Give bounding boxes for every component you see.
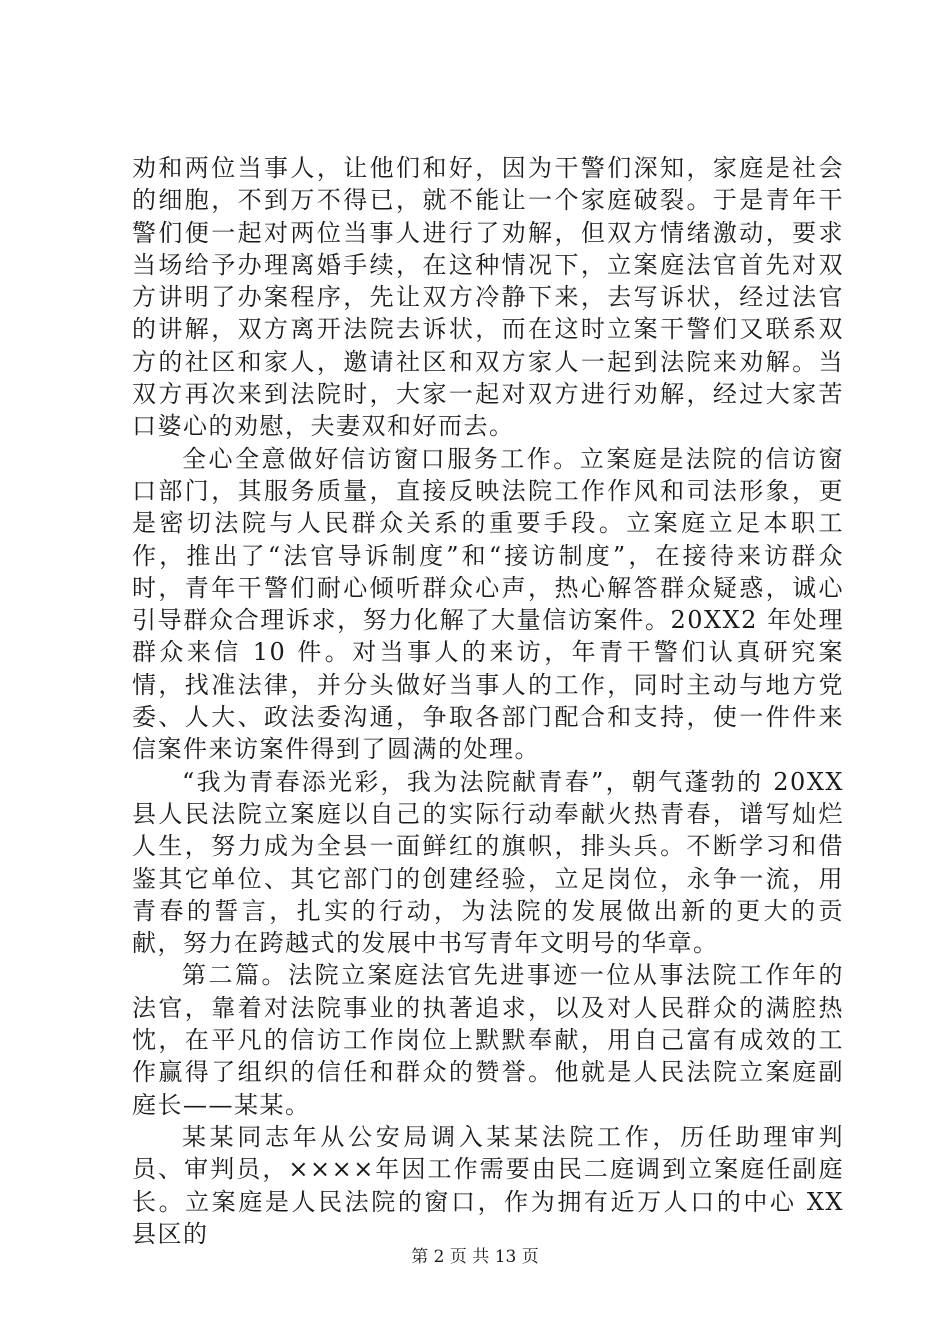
paragraph-5: 某某同志年从公安局调入某某法院工作，历任助理审判员、审判员，××××年因工作需要由民二庭调到立案庭任副庭长。立案庭是人民法院的窗口，作为拥有近万人口的中心 XX 县区的 bbox=[132, 1122, 844, 1248]
paragraph-2: 全心全意做好信访窗口服务工作。立案庭是法院的信访窗口部门，其服务质量，直接反映法院工作作风和司法形象，更是密切法院与人民群众关系的重要手段。立案庭立足本职工作，推出了“法官导诉制度”和“接访制度”，在接待来访群众时，青年干警们耐心倾听群众心声，热心解答群众疑惑，诚心引导群众合理诉求，努力化解了大量信访案件。20XX2 年处理群众来信 10 件。对当事人的来访，年青干警们认真研究案情，找准法律，并分头做好当事人的工作，同时主动与地方党委、人大、政法委沟通，争取各部门配合和支持，使一件件来信案件来访案件得到了圆满的处理。 bbox=[132, 444, 844, 764]
paragraph-4: 第二篇。法院立案庭法官先进事迹一位从事法院工作年的法官，靠着对法院事业的执著追求，以及对人民群众的满腔热忱，在平凡的信访工作岗位上默默奉献，用自己富有成效的工作赢得了组织的信任和群众的赞誉。他就是人民法院立案庭副庭长——某某。 bbox=[132, 961, 844, 1119]
paragraph-1: 劝和两位当事人，让他们和好，因为干警们深知，家庭是社会的细胞，不到万不得已，就不能让一个家庭破裂。于是青年干警们便一起对两位当事人进行了劝解，但双方情绪激动，要求当场给予办理离婚手续，在这种情况下，立案庭法官首先对双方讲明了办案程序，先让双方冷静下来，去写诉状，经过法官的讲解，双方离开法院去诉状，而在这时立案干警们又联系双方的社区和家人，邀请社区和双方家人一起到法院来劝解。当双方再次来到法院时，大家一起对双方进行劝解，经过大家苦口婆心的劝慰，夫妻双和好而去。 bbox=[132, 154, 844, 441]
paragraph-3: “我为青春添光彩，我为法院献青春”，朝气蓬勃的 20XX 县人民法院立案庭以自己的实际行动奉献火热青春，谱写灿烂人生，努力成为全县一面鲜红的旗帜，排头兵。不断学习和借鉴其它单位、其它部门的创建经验，立足岗位，永争一流，用青春的誓言，扎实的行动，为法院的发展做出新的更大的贡献，努力在跨越式的发展中书写青年文明号的华章。 bbox=[132, 767, 844, 958]
document-body bbox=[132, 152, 844, 1250]
page-number-footer: 第 2 页 共 13 页 bbox=[411, 1247, 539, 1267]
